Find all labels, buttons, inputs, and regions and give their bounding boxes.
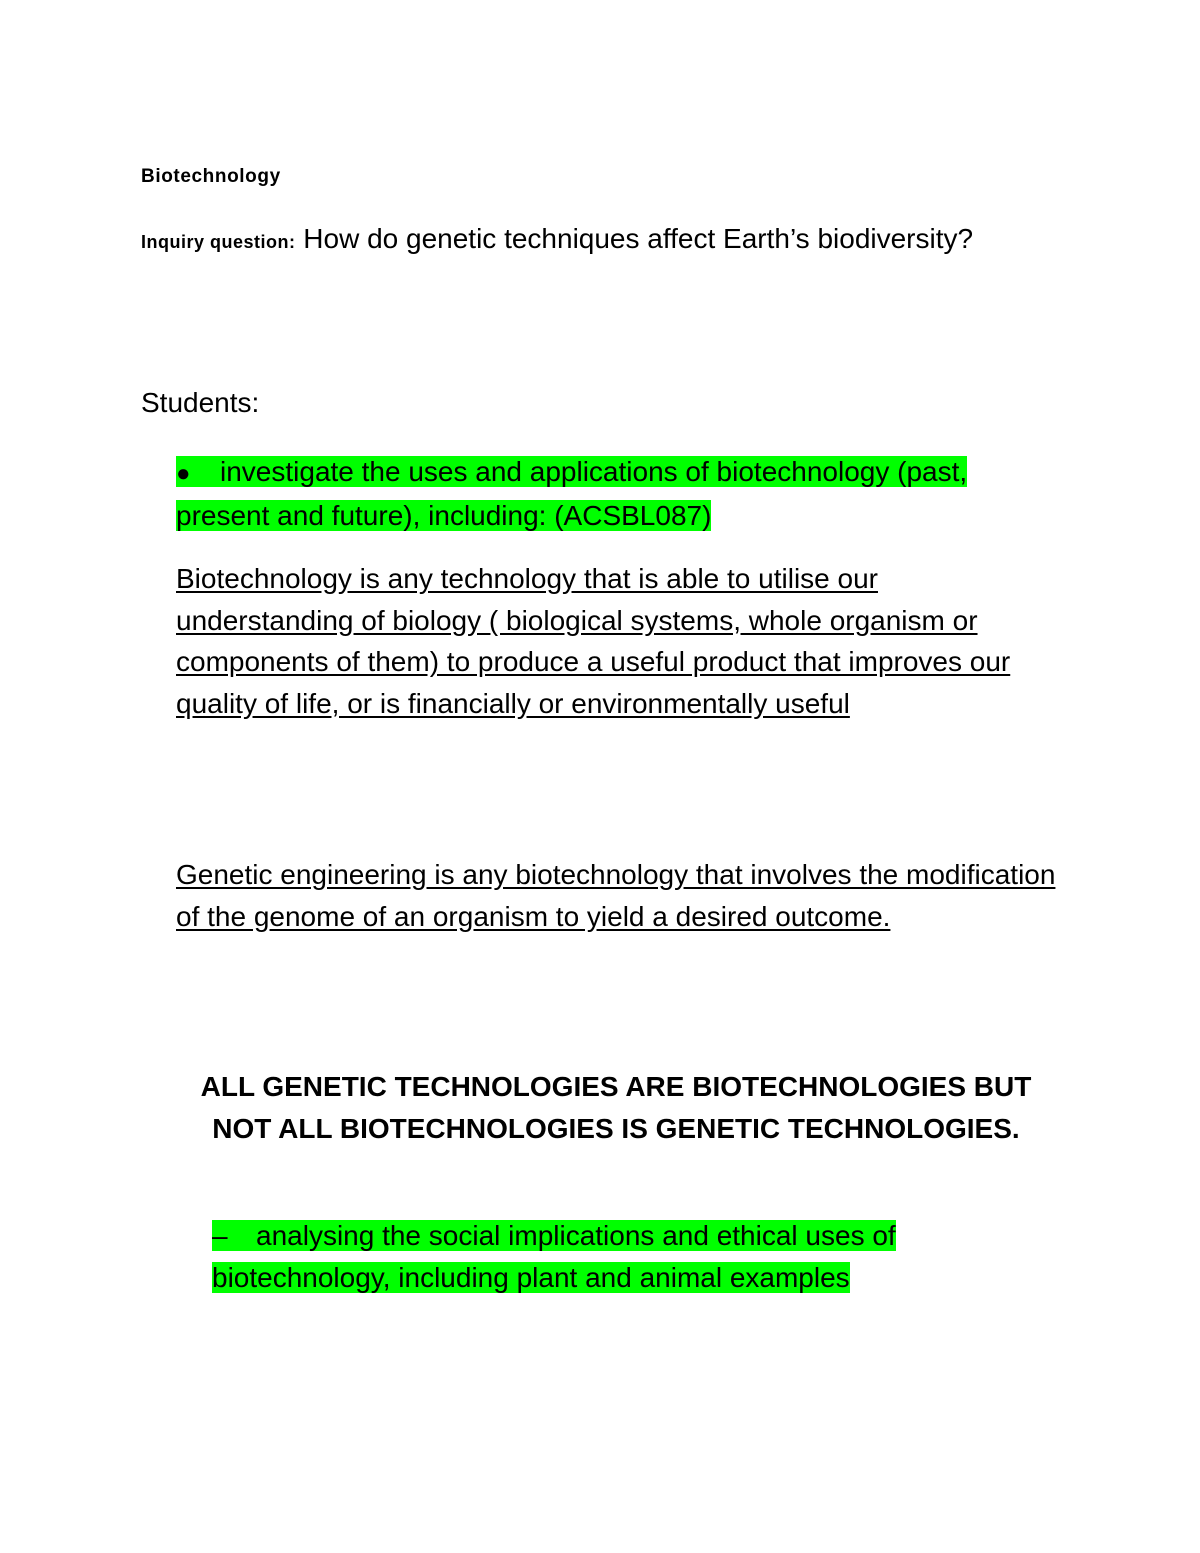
inquiry-label: Inquiry question: <box>141 232 296 252</box>
outcome-text: analysing the social implications and ethical uses of biotechnology, including plant and animal examples <box>212 1220 896 1293</box>
dash-marker: – <box>212 1220 228 1251</box>
bullet-icon: ● <box>176 460 191 487</box>
highlighted-outcome <box>212 1220 896 1293</box>
biotechnology-definition: Biotechnology is any technology that is able to utilise our understanding of biology ( biological systems, whole organism or components of them) to produce a useful product that improves our quality of life, or is financially or environmentally useful <box>176 563 1011 719</box>
highlighted-outcome <box>176 456 967 531</box>
genetic-engineering-definition: Genetic engineering is any biotechnology that involves the modification of the genome of an organism to yield a desired outcome. <box>176 859 1056 932</box>
key-statement: ALL GENETIC TECHNOLOGIES ARE BIOTECHNOLOGIES BUT NOT ALL BIOTECHNOLOGIES IS GENETIC TECHNOLOGIES. <box>200 1071 1032 1144</box>
document-title: Biotechnology <box>141 166 281 187</box>
syllabus-outcome-investigate <box>176 451 1006 537</box>
students-heading: Students: <box>141 387 260 418</box>
inquiry-question <box>141 218 1041 263</box>
syllabus-outcome-analysing <box>212 1215 1002 1299</box>
outcome-text: investigate the uses and applications of biotechnology (past, present and future), including: (ACSBL087) <box>176 456 968 531</box>
inquiry-text: How do genetic techniques affect Earth’s biodiversity? <box>303 223 974 254</box>
